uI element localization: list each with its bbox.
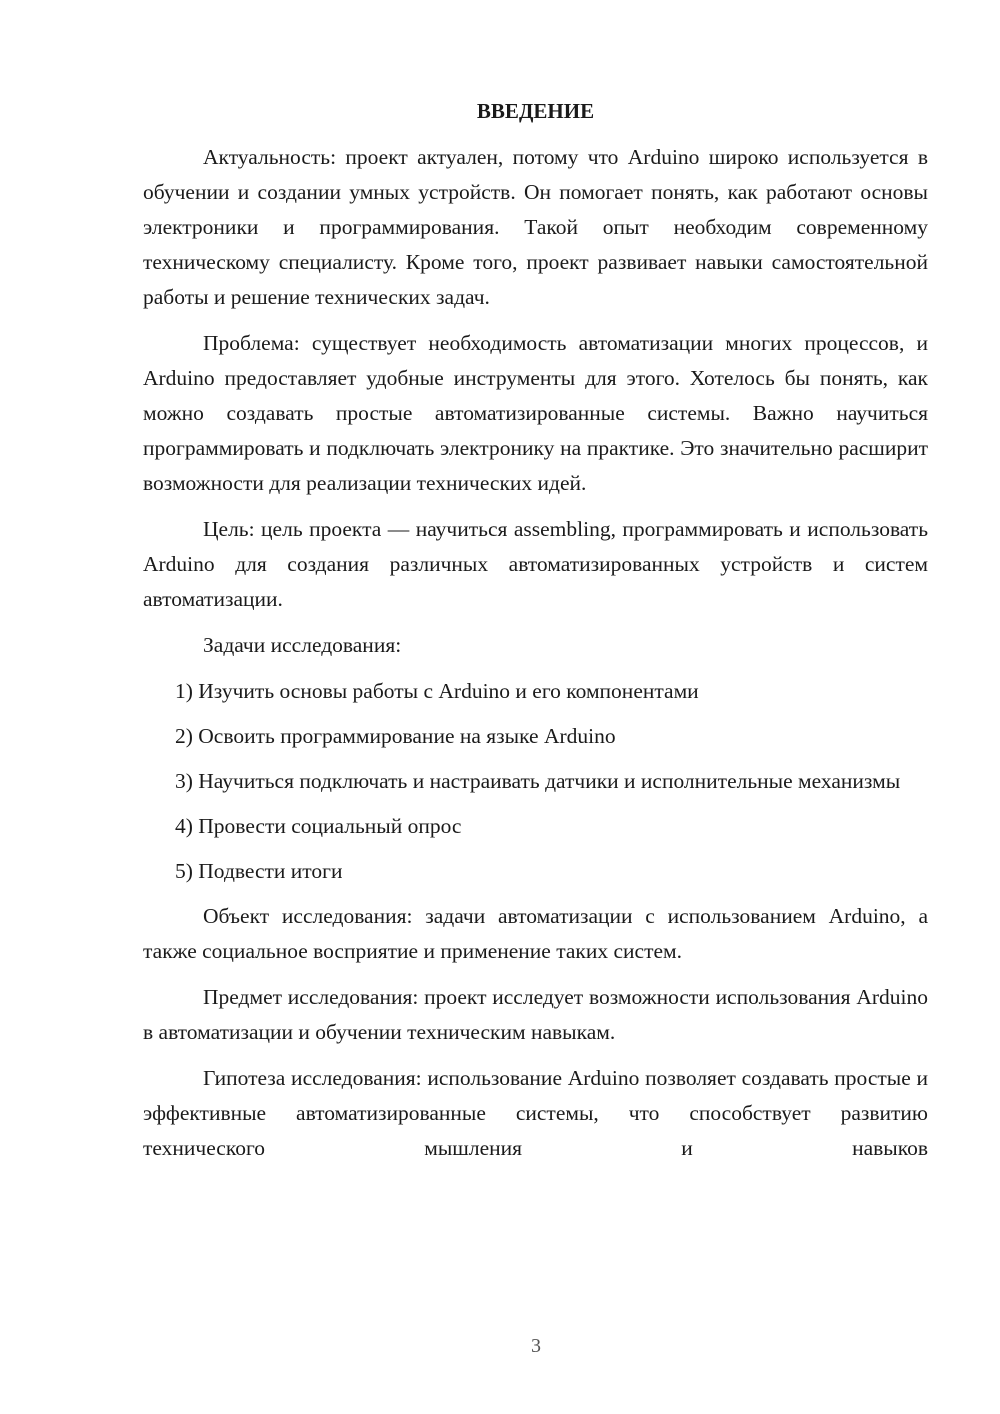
list-item: 2) Освоить программирование на языке Arduino: [175, 724, 616, 748]
list-item: 5) Подвести итоги: [175, 859, 343, 883]
section-title: ВВЕДЕНИЕ: [476, 99, 595, 123]
paragraph-subject: Предмет исследования: проект исследует возможности использования Arduino в автоматизации и обучении техническим навыкам.: [143, 985, 928, 1044]
page-number: 3: [531, 1335, 541, 1357]
paragraph-relevance: Актуальность: проект актуален, потому что Arduino широко используется в обучении и создании умных устройств. Он помогает понять, как работают основы электроники и программирования. Такой опыт необходим современному техническому специалисту. Кроме того, проект развивает навыки самостоятельной работы и решение технических задач.: [143, 145, 928, 309]
list-item: 3) Научиться подключать и настраивать датчики и исполнительные механизмы: [175, 769, 901, 793]
tasks-heading: Задачи исследования:: [203, 633, 402, 657]
paragraph-hypothesis: Гипотеза исследования: использование Arduino позволяет создавать простые и эффективные автоматизированные системы, что способствует развитию технического мышления и навыков: [143, 1066, 928, 1160]
tasks-list: [143, 674, 928, 889]
list-item: 1) Изучить основы работы с Arduino и его компонентами: [175, 679, 699, 703]
paragraph-goal: Цель: цель проекта — научиться assembling, программировать и использовать Arduino для создания различных автоматизированных устройств и систем автоматизации.: [143, 517, 928, 611]
paragraph-object: Объект исследования: задачи автоматизации с использованием Arduino, а также социальное восприятие и применение таких систем.: [143, 904, 928, 963]
list-item: 4) Провести социальный опрос: [175, 814, 462, 838]
paragraph-problem: Проблема: существует необходимость автоматизации многих процессов, и Arduino предоставляет удобные инструменты для этого. Хотелось бы понять, как можно создавать простые автоматизированные системы. Важно научиться программировать и подключать электронику на практике. Это значительно расширит возможности для реализации технических идей.: [143, 331, 928, 495]
page-content: [143, 96, 928, 1177]
